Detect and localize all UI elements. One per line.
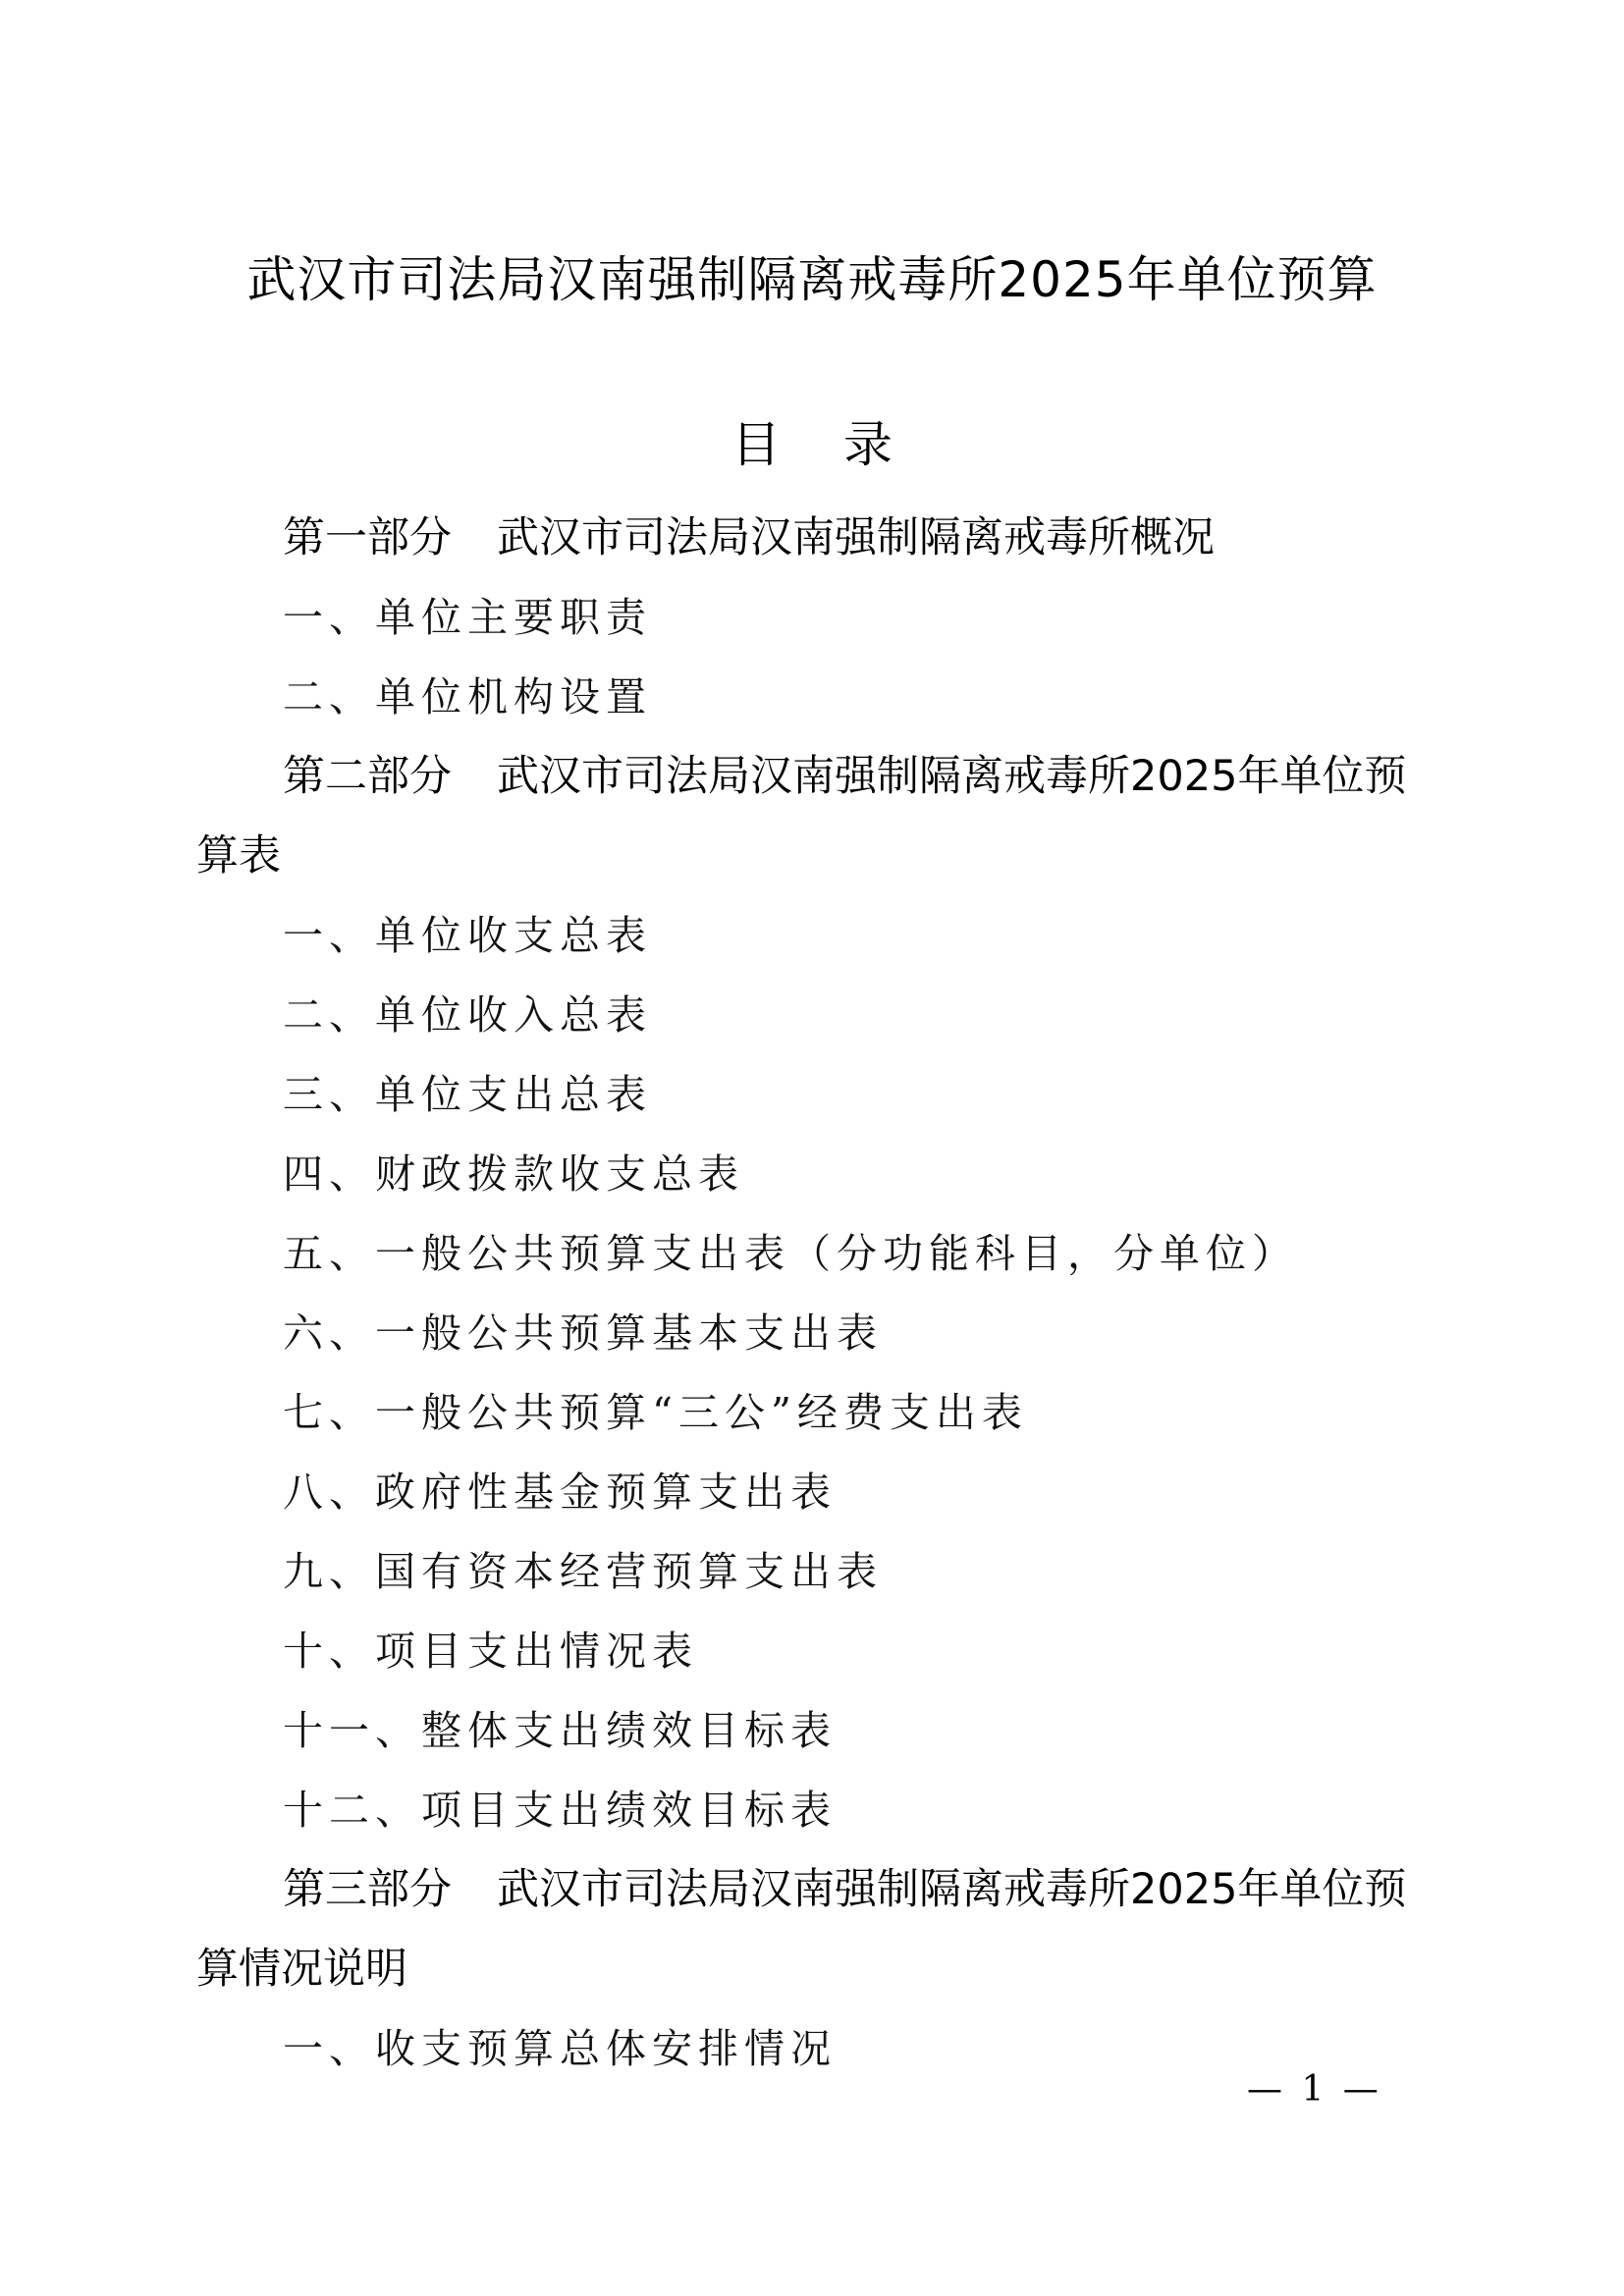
toc-part2-item-9[interactable]: 九、国有资本经营预算支出表 <box>283 1548 883 1595</box>
toc-heading <box>0 410 1624 479</box>
toc-part2-item-12[interactable]: 十二、项目支出绩效目标表 <box>283 1787 837 1834</box>
document-title: 武汉市司法局汉南强制隔离戒毒所2025年单位预算 <box>246 251 1378 308</box>
toc-heading-char-2: 录 <box>843 416 893 473</box>
toc-heading-char-1: 目 <box>731 416 781 473</box>
toc-part3-heading-cont[interactable]: 算情况说明 <box>196 1945 407 1994</box>
toc-part2-item-10[interactable]: 十、项目支出情况表 <box>283 1628 698 1675</box>
toc-part3-title: 武汉市司法局汉南强制隔离戒毒所2025年单位预 <box>497 1865 1407 1914</box>
toc-part2-item-5[interactable]: 五、一般公共预算支出表（分功能科目，分单位） <box>283 1230 1298 1277</box>
toc-part1-heading[interactable] <box>196 499 1443 578</box>
toc-part1-item-2[interactable]: 二、单位机构设置 <box>283 673 652 721</box>
toc-part2-item-8[interactable]: 八、政府性基金预算支出表 <box>283 1468 837 1516</box>
toc-part2-item-7[interactable]: 七、一般公共预算“三公”经费支出表 <box>283 1389 1028 1436</box>
toc-part2-item-1[interactable]: 一、单位收支总表 <box>283 912 652 959</box>
toc-part2-label: 第二部分 <box>283 752 452 801</box>
toc-part2-item-4[interactable]: 四、财政拨款收支总表 <box>283 1150 744 1198</box>
toc-part2-heading[interactable] <box>196 737 1443 817</box>
toc-part2-item-2[interactable]: 二、单位收入总表 <box>283 991 652 1039</box>
toc-part3-heading[interactable] <box>196 1850 1443 1930</box>
page-number: — 1 — <box>1247 2069 1382 2109</box>
toc-part2-heading-cont[interactable]: 算表 <box>196 831 281 881</box>
toc-part3-item-1[interactable]: 一、收支预算总体安排情况 <box>283 2025 837 2072</box>
toc-part1-title: 武汉市司法局汉南强制隔离戒毒所概况 <box>497 513 1215 562</box>
toc-part1-item-1[interactable]: 一、单位主要职责 <box>283 594 652 641</box>
toc-part3-label: 第三部分 <box>283 1865 452 1914</box>
toc-part2-item-6[interactable]: 六、一般公共预算基本支出表 <box>283 1309 883 1357</box>
toc-part2-item-3[interactable]: 三、单位支出总表 <box>283 1071 652 1118</box>
toc-part2-item-11[interactable]: 十一、整体支出绩效目标表 <box>283 1707 837 1754</box>
toc-part1-label: 第一部分 <box>283 513 452 562</box>
toc-list <box>196 499 1443 2089</box>
toc-part2-title: 武汉市司法局汉南强制隔离戒毒所2025年单位预 <box>497 752 1407 801</box>
